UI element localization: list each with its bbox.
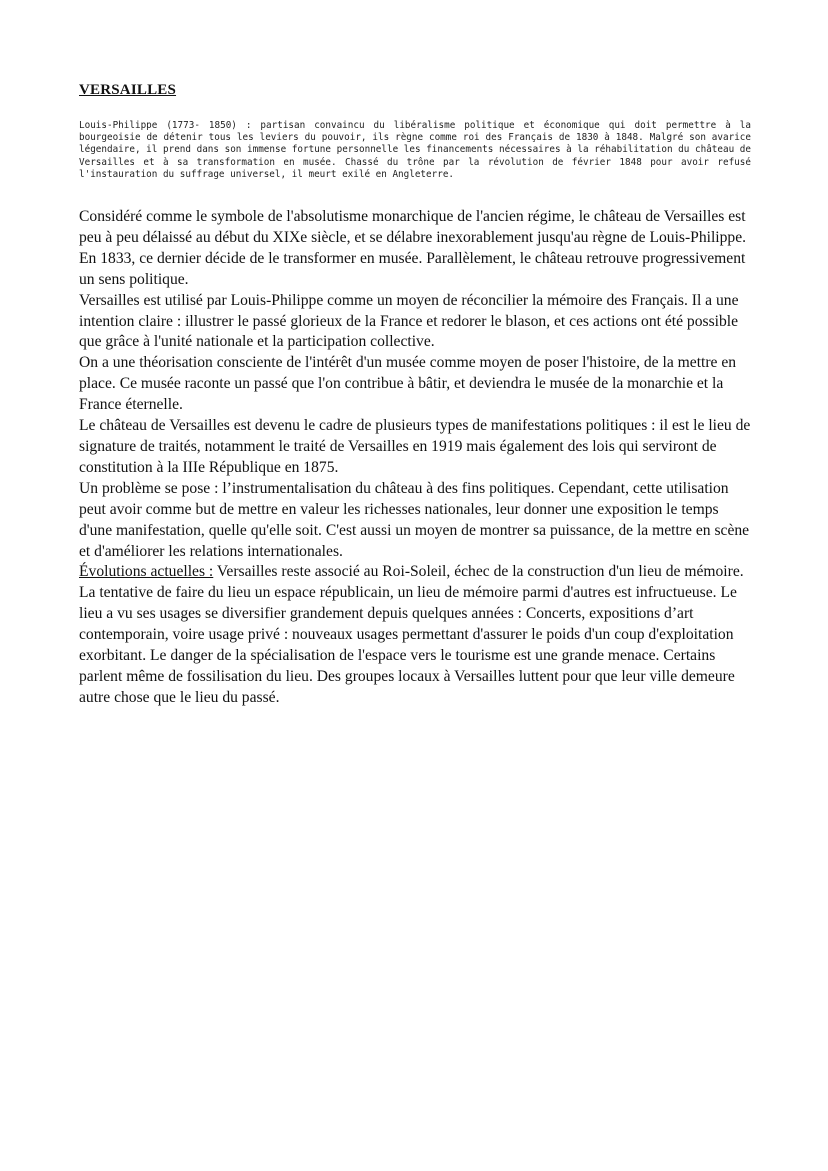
paragraph-1: Considéré comme le symbole de l'absolutisme monarchique de l'ancien régime, le château de Versailles est peu à peu délaissé au début du XIXe siècle, et se délabre inexorablement jusqu'au règne de Louis-Philippe. En 1833, ce dernier décide de le transformer en musée. Parallèlement, le château retrouve progressivement un sens politique. — [79, 208, 747, 288]
paragraph-6 — [79, 562, 751, 708]
paragraph-5: Un problème se pose : l’instrumentalisation du château à des fins politiques. Cependant, cette utilisation peut avoir comme but de mettre en valeur les richesses nationales, leur donner une exposition le temps d'une manifestation, quelle qu'elle soit. C'est aussi un moyen de montrer sa puissance, de la mettre en scène et d'améliorer les relations internationales. — [79, 479, 750, 560]
evolutions-label: Évolutions actuelles : — [79, 563, 214, 581]
document-title: VERSAILLES — [79, 82, 177, 98]
paragraph-4: Le château de Versailles est devenu le cadre de plusieurs types de manifestations politiques : il est le lieu de signature de traités, notamment le traité de Versailles en 1919 mais également des lois qui serviront de constitution à la IIIe République en 1875. — [79, 417, 751, 476]
bio-note: Louis-Philippe (1773- 1850) : partisan convaincu du libéralisme politique et économique qui doit permettre à la bourgeoisie de détenir tous les leviers du pouvoir, ils règne comme roi des Français de 1830 à 1848. Malgré son avarice légendaire, il prend dans son immense fortune personnelle les financements nécessaires à la réhabilitation du château de Versailles et à sa transformation en musée. Chassé du trône par la révolution de février 1848 pour avoir refusé l'instauration du suffrage universel, il meurt exilé en Angleterre. — [79, 120, 751, 180]
paragraph-2: Versailles est utilisé par Louis-Philippe comme un moyen de réconcilier la mémoire des Français. Il a une intention claire : illustrer le passé glorieux de la France et redorer le blason, et ces actions ont été possible que grâce à l'unité nationale et la participation collective. — [79, 291, 739, 351]
document-page — [79, 80, 751, 709]
evolutions-text: Versailles reste associé au Roi-Soleil, échec de la construction d'un lieu de mémoire. La tentative de faire du lieu un espace républicain, un lieu de mémoire parmi d'autres est infructueuse. Le lieu a vu ses usages se diversifier grandement depuis quelques années : Concerts, expositions d’art contemporain, voire usage privé : nouveaux usages permettant d'assurer le poids d'un coup d'exploitation exorbitant. Le danger de la spécialisation de l'espace vers le tourisme est une grande menace. Certains parlent même de fossilisation du lieu. Des groupes locaux à Versailles luttent pour que leur ville demeure autre chose que le lieu du passé. — [79, 563, 744, 706]
body-text — [79, 207, 751, 709]
paragraph-3: On a une théorisation consciente de l'intérêt d'un musée comme moyen de poser l'histoire, de la mettre en place. Ce musée raconte un passé que l'on contribue à bâtir, et deviendra le musée de la monarchie et la France éternelle. — [79, 354, 737, 414]
